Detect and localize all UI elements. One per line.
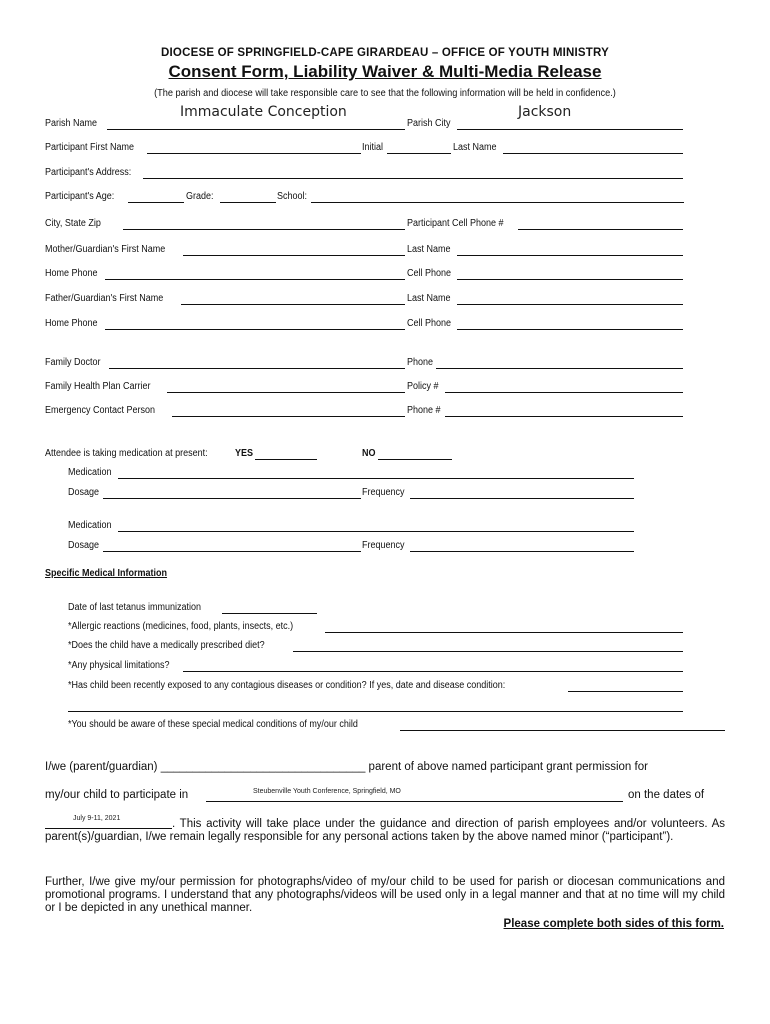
label-dosage-1: Dosage xyxy=(68,487,100,498)
label-mother-last: Last Name xyxy=(407,244,451,255)
footer-note: Please complete both sides of this form. xyxy=(503,918,724,930)
form-title: Consent Form, Liability Waiver & Multi-Media Release xyxy=(168,62,602,81)
field-mother-first[interactable] xyxy=(183,255,405,256)
value-event: Steubenville Youth Conference, Springfield, MO xyxy=(253,788,401,795)
label-father-last: Last Name xyxy=(407,293,451,304)
field-event[interactable] xyxy=(206,801,623,802)
field-medication-2[interactable] xyxy=(118,531,634,532)
field-dosage-2[interactable] xyxy=(103,551,361,552)
label-cell-phone-2: Cell Phone xyxy=(407,318,452,329)
field-medication-1[interactable] xyxy=(118,478,634,479)
label-address: Participant's Address: xyxy=(45,167,132,178)
field-age[interactable] xyxy=(128,202,184,203)
field-limitations[interactable] xyxy=(183,671,683,672)
field-frequency-2[interactable] xyxy=(410,551,634,552)
label-doctor-phone: Phone xyxy=(407,357,434,368)
section-heading-medical: Specific Medical Information xyxy=(45,568,168,579)
field-cell-phone[interactable] xyxy=(518,229,683,230)
label-allergic: *Allergic reactions (medicines, food, plants, insects, etc.) xyxy=(68,621,294,632)
field-grade[interactable] xyxy=(220,202,276,203)
multimedia-paragraph: Further, I/we give my/our permission for photographs/video of my/our child to be used for parish or diocesan communications and promotional programs. I understand that any photographs/videos will be used only in a legal manner and that at no time will my child or I be depicted in any unethical manner. xyxy=(45,876,725,914)
consent-line-2-start: my/our child to participate in xyxy=(45,789,189,801)
field-emergency-phone[interactable] xyxy=(445,416,683,417)
label-dosage-2: Dosage xyxy=(68,540,100,551)
field-exposed-line2[interactable] xyxy=(68,711,683,712)
consent-line-2-end: on the dates of xyxy=(628,789,705,801)
label-school: School: xyxy=(277,191,308,202)
field-home-phone-2[interactable] xyxy=(105,329,405,330)
label-medication-1: Medication xyxy=(68,467,112,478)
label-limitations: *Any physical limitations? xyxy=(68,660,170,671)
value-parish-city: Jackson xyxy=(518,104,572,120)
label-first-name: Participant First Name xyxy=(45,142,135,153)
confidentiality-note: (The parish and diocese will take responsible care to see that the following information will be held in confidence.) xyxy=(154,88,616,99)
label-health-plan: Family Health Plan Carrier xyxy=(45,381,151,392)
field-cell-phone-2[interactable] xyxy=(457,329,683,330)
label-home-phone-2: Home Phone xyxy=(45,318,98,329)
label-age: Participant's Age: xyxy=(45,191,115,202)
label-aware: *You should be aware of these special medical conditions of my/our child xyxy=(68,719,358,730)
label-no: NO xyxy=(362,448,376,459)
field-emergency-contact[interactable] xyxy=(172,416,405,417)
field-doctor-phone[interactable] xyxy=(436,368,683,369)
label-policy: Policy # xyxy=(407,381,439,392)
consent-line-1: I/we (parent/guardian) ________________________________ parent of above named participant grant permission for xyxy=(45,761,648,773)
label-exposed: *Has child been recently exposed to any contagious diseases or condition? If yes, date and disease condition: xyxy=(68,680,506,691)
field-father-last[interactable] xyxy=(457,304,683,305)
label-frequency-2: Frequency xyxy=(362,540,405,551)
field-initial[interactable] xyxy=(387,153,451,154)
label-yes: YES xyxy=(235,448,254,459)
label-mother-first: Mother/Guardian's First Name xyxy=(45,244,166,255)
field-family-doctor[interactable] xyxy=(109,368,405,369)
field-cell-phone-1[interactable] xyxy=(457,279,683,280)
field-exposed[interactable] xyxy=(568,691,683,692)
label-parish-city: Parish City xyxy=(407,118,451,129)
field-dosage-1[interactable] xyxy=(103,498,361,499)
field-diet[interactable] xyxy=(293,651,683,652)
field-yes[interactable] xyxy=(255,459,317,460)
field-mother-last[interactable] xyxy=(457,255,683,256)
field-allergic[interactable] xyxy=(325,632,683,633)
field-parish-name[interactable] xyxy=(107,129,405,130)
field-father-first[interactable] xyxy=(181,304,405,305)
label-initial: Initial xyxy=(362,142,384,153)
label-cell-phone: Participant Cell Phone # xyxy=(407,218,504,229)
label-medication-question: Attendee is taking medication at present: xyxy=(45,448,208,459)
value-parish-name: Immaculate Conception xyxy=(180,104,347,120)
label-grade: Grade: xyxy=(186,191,214,202)
label-last-name: Last Name xyxy=(453,142,497,153)
label-emergency-phone: Phone # xyxy=(407,405,441,416)
field-first-name[interactable] xyxy=(147,153,361,154)
label-parish-name: Parish Name xyxy=(45,118,98,129)
field-parish-city[interactable] xyxy=(457,129,683,130)
consent-paragraph: . This activity will take place under the guidance and direction of parish employees and/or volunteers. As parent(s)/guardian, I/we remain legally responsible for any personal actions taken by the above named minor (“participant”). xyxy=(45,818,725,843)
value-dates: July 9-11, 2021 xyxy=(73,815,121,822)
label-home-phone-1: Home Phone xyxy=(45,268,98,279)
field-address[interactable] xyxy=(143,178,683,179)
org-heading: DIOCESE OF SPRINGFIELD-CAPE GIRARDEAU – OFFICE OF YOUTH MINISTRY xyxy=(161,47,609,59)
field-frequency-1[interactable] xyxy=(410,498,634,499)
field-city-state-zip[interactable] xyxy=(123,229,405,230)
label-medication-2: Medication xyxy=(68,520,112,531)
field-last-name[interactable] xyxy=(503,153,683,154)
field-school[interactable] xyxy=(311,202,684,203)
field-aware[interactable] xyxy=(400,730,725,731)
field-tetanus[interactable] xyxy=(222,613,317,614)
field-health-plan[interactable] xyxy=(167,392,405,393)
label-diet: *Does the child have a medically prescribed diet? xyxy=(68,640,265,651)
label-father-first: Father/Guardian's First Name xyxy=(45,293,164,304)
field-home-phone-1[interactable] xyxy=(105,279,405,280)
field-no[interactable] xyxy=(378,459,452,460)
label-emergency-contact: Emergency Contact Person xyxy=(45,405,156,416)
label-frequency-1: Frequency xyxy=(362,487,405,498)
label-city-state-zip: City, State Zip xyxy=(45,218,101,229)
field-policy[interactable] xyxy=(445,392,683,393)
label-tetanus: Date of last tetanus immunization xyxy=(68,602,202,613)
label-family-doctor: Family Doctor xyxy=(45,357,101,368)
label-cell-phone-1: Cell Phone xyxy=(407,268,452,279)
